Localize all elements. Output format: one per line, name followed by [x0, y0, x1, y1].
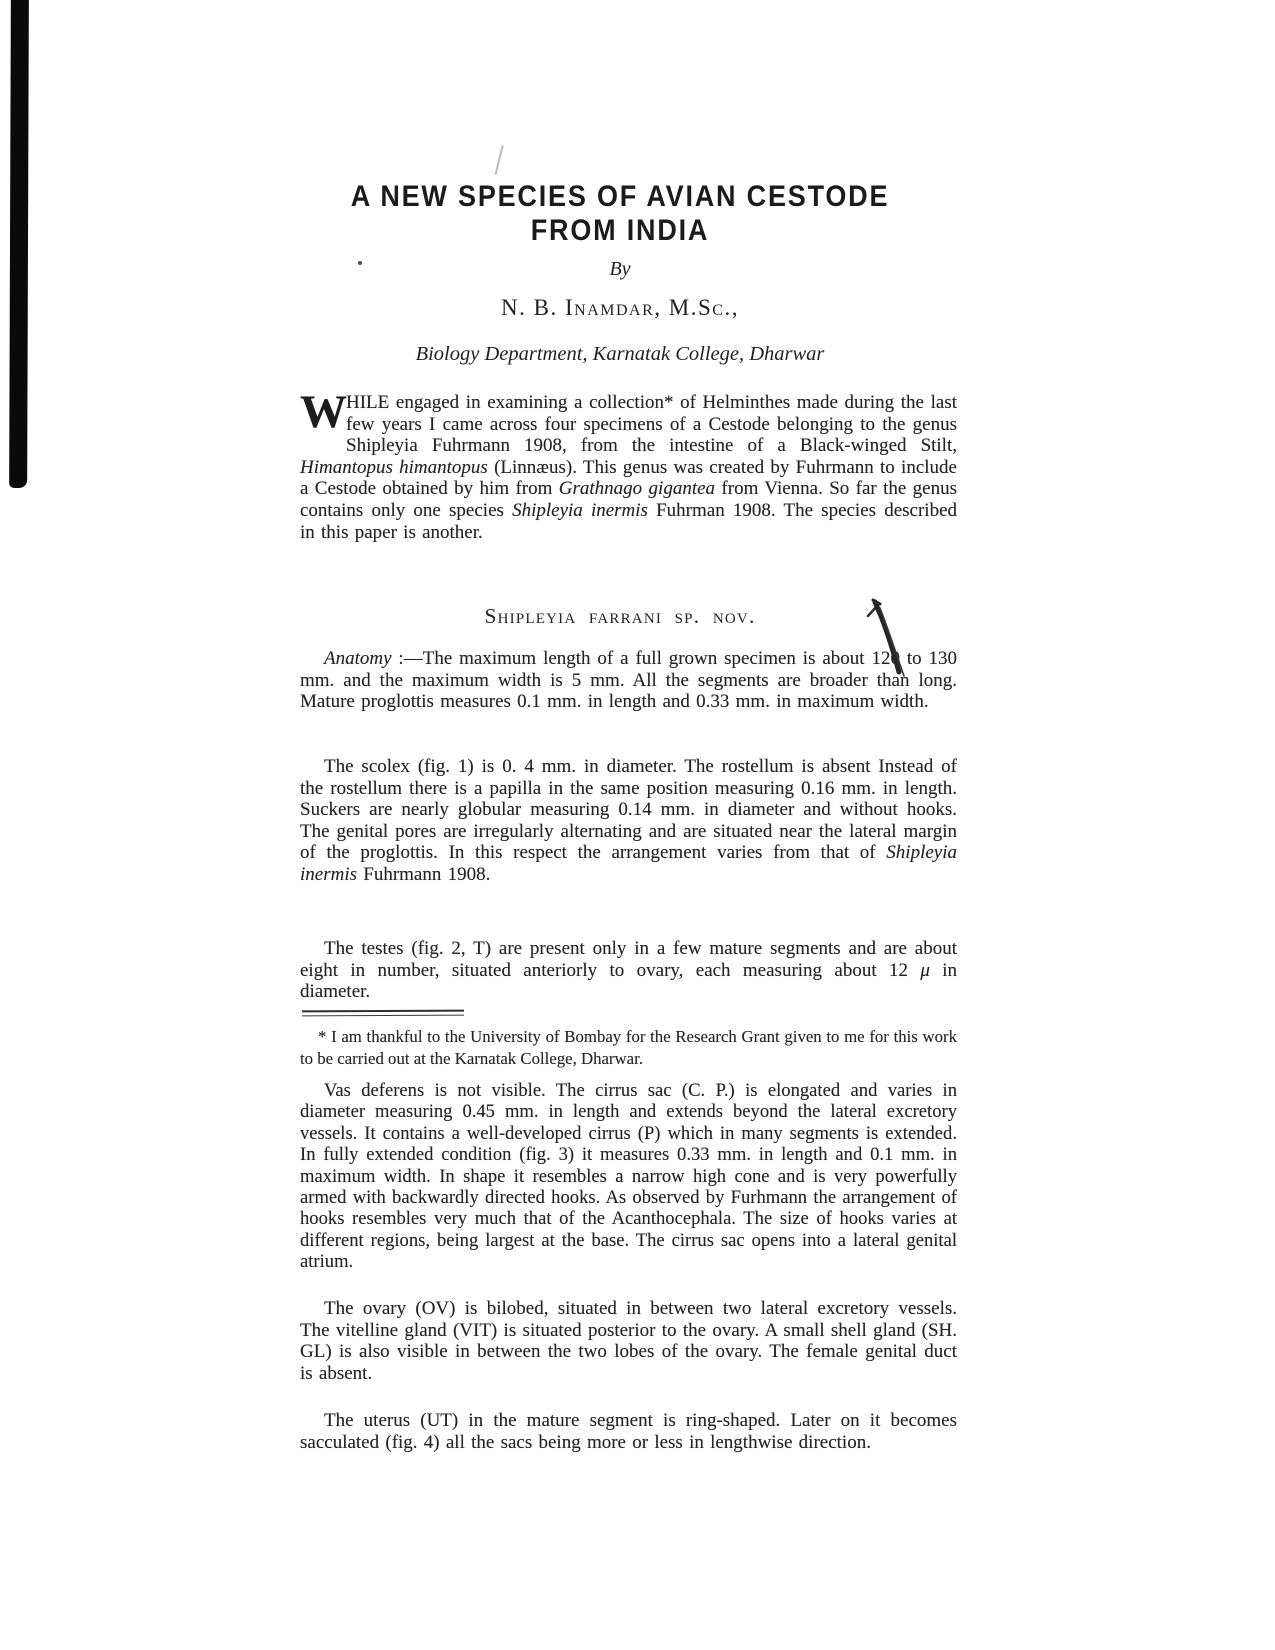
paragraph-introduction: WHILE engaged in examining a collection* of Helminthes made during the last few years I came across four specimens of a Cestode belonging to the genus Shipleyia Fuhrmann 1908, from the intestine of a Black-winged Stilt, Himantopus himantopus (Linnæus). This genus was created by Fuhrmann to include a Cestode obtained by him from Grathnago gigantea from Vienna. So far the genus contains only one species Shipleyia inermis Fuhrman 1908. The species described in this paper is another.	[300, 386, 958, 543]
scan-edge-artifact	[9, 0, 29, 488]
footnote-acknowledgement: * I am thankful to the University of Bombay for the Research Grant given to me for this work to be carried out at the Karnatak College, Dharwar.	[300, 1027, 957, 1068]
paragraph-testes: The testes (fig. 2, T) are present only in a few mature segments and are about eight in number, situated anteriorly to ovary, each measuring about 12 μ in diameter.	[300, 938, 958, 1003]
section-heading: Shipleyia farrani sp. nov.	[484, 604, 756, 628]
page-title-line1: A NEW SPECIES OF AVIAN CESTODE	[350, 180, 890, 213]
byline: By	[609, 258, 631, 280]
author-affiliation: Biology Department, Karnatak College, Dharwar	[415, 343, 825, 365]
page-title-line2: FROM INDIA	[530, 214, 710, 247]
paragraph-uterus: The uterus (UT) in the mature segment is ring-shaped. Later on it becomes sacculated (fig. 4) all the sacs being more or less in lengthwise direction.	[300, 1410, 957, 1453]
author-name: N. B. Inamdar, M.Sc.,	[501, 295, 739, 320]
paragraph-anatomy: Anatomy :—The maximum length of a full grown specimen is about 120 to 130 mm. and the maximum width is 5 mm. All the segments are broader than long. Mature proglottis measures 0.1 mm. in length and 0.33 mm. in maximum width.	[300, 648, 957, 713]
handwritten-ink-mark	[856, 588, 936, 688]
drop-cap: W	[300, 386, 347, 438]
footnote-rule	[302, 1010, 464, 1017]
paragraph-scolex: The scolex (fig. 1) is 0. 4 mm. in diameter. The rostellum is absent Instead of the rostellum there is a papilla in the same position measuring 0.16 mm. in length. Suckers are nearly globular measuring 0.14 mm. in diameter and without hooks. The genital pores are irregularly alternating and are situated near the lateral margin of the proglottis. In this respect the arrangement varies from that of Shipleyia inermis Fuhrmann 1908.	[300, 756, 957, 885]
paragraph-ovary: The ovary (OV) is bilobed, situated in between two lateral excretory vessels. The vitelline gland (VIT) is situated posterior to the ovary. A small shell gland (SH. GL) is also visible in between the two lobes of the ovary. The female genital duct is absent.	[300, 1298, 957, 1384]
paragraph-cirrus-sac: Vas deferens is not visible. The cirrus sac (C. P.) is elongated and varies in diameter measuring 0.45 mm. in length and extends beyond the lateral excretory vessels. It contains a well-developed cirrus (P) which in many segments is extended. In fully extended condition (fig. 3) it measures 0.33 mm. in length and 0.1 mm. in maximum width. In shape it resembles a narrow high cone and is very powerfully armed with backwardly directed hooks. As observed by Furhmann the arrangement of hooks resembles very much that of the Acanthocephala. The size of hooks varies at different regions, being largest at the base. The cirrus sac opens into a lateral genital atrium.	[300, 1080, 957, 1273]
scan-speck	[495, 145, 512, 177]
